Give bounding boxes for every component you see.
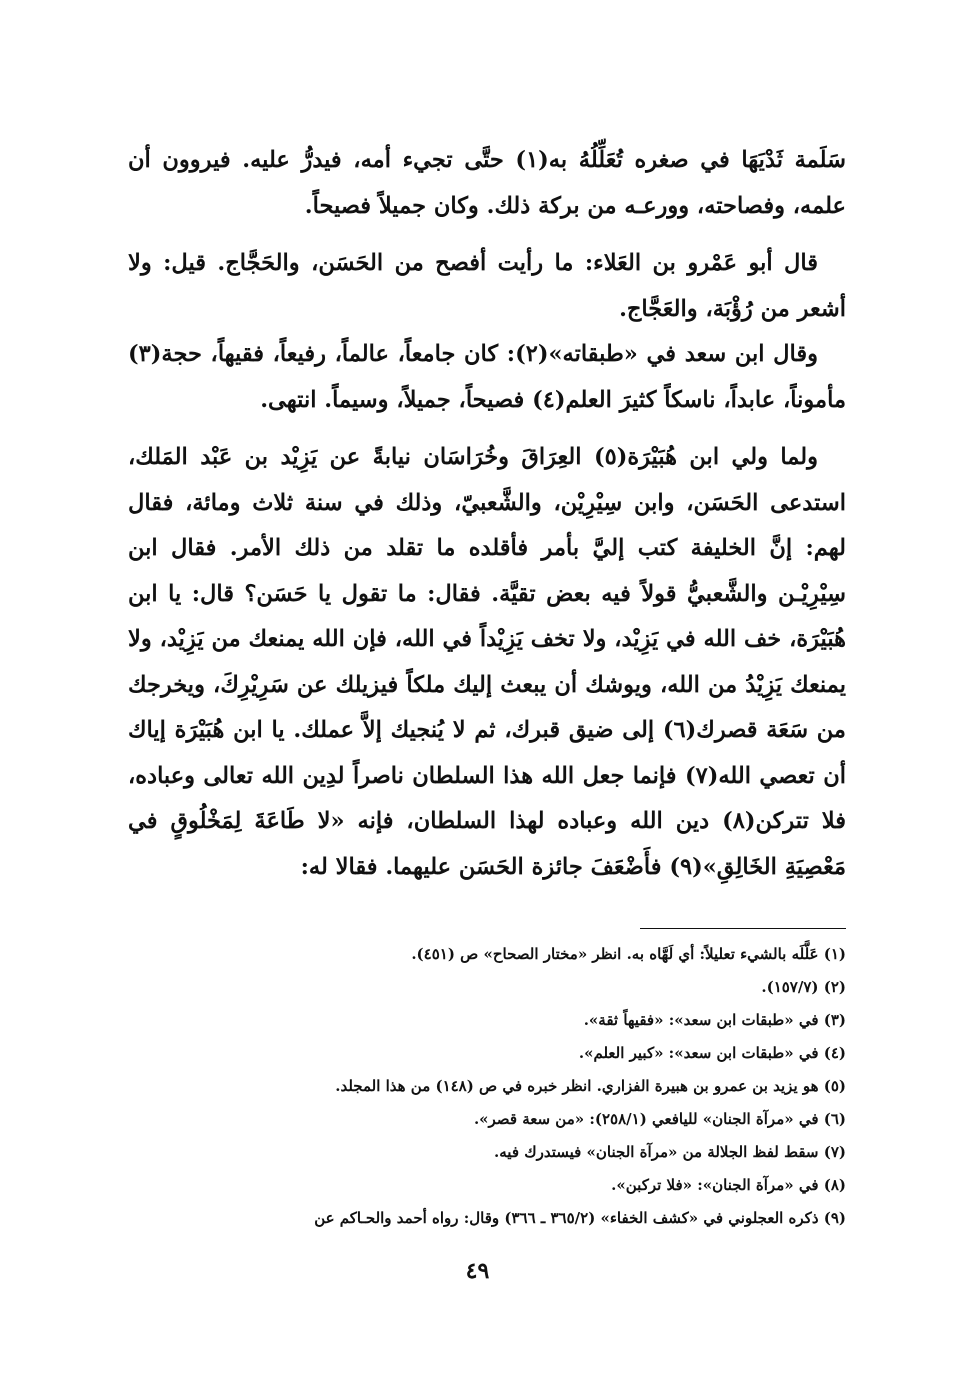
footnote-7: (٧) سقط لفظ الجلالة من «مرآة الجنان» فيستدرك فيه. bbox=[494, 1143, 846, 1161]
footnote-2: (٢) (١٥٧/٧). bbox=[761, 978, 846, 996]
paragraph-3: وقال ابن سعد في «طبقاته»(٢): كان جامعاً، عالماً، رفيعاً، فقيهاً، حجة(٣) مأموناً، عابداً، ناسكاً كثيرَ العلم(٤) فصيحاً، جميلاً، وسيماً. انتهى. bbox=[128, 341, 846, 413]
footnote-divider bbox=[640, 928, 846, 929]
page-number: ٤٩ bbox=[465, 1258, 490, 1284]
footnotes bbox=[128, 938, 846, 1235]
footnote-5: (٥) هو يزيد بن عمرو بن هبيرة الفزاري. انظر خبره في ص (١٤٨) من هذا المجلد. bbox=[335, 1077, 846, 1095]
footnote-4: (٤) في «طبقات ابن سعد»: «كبير العلم». bbox=[578, 1044, 846, 1062]
footnote-9: (٩) ذكره العجلوني في «كشف الخفاء» (٣٦٥/٢ ـ ٣٦٦) وقال: رواه أحمد والحـاكم عن bbox=[314, 1209, 846, 1227]
footnote-6: (٦) في «مرآة الجنان» لليافعي (٢٥٨/١): «من سعة قصر». bbox=[473, 1110, 846, 1128]
paragraph-4: ولما ولي ابن هُبَيْرَة(٥) العِرَاقَ وخُرَاسَان نيابةً عن يَزِيْد بن عَبْد المَلك، استدعى الحَسَن، وابن سِيْرِيْن، والشَّعبيّ، وذلك في سنة ثلاث ومائة، فقال لهم: إنَّ الخليفة كتب إليَّ بأمر فأقلده ما تقلد من ذلك الأمر. فقال ابن سِيْرِيْـن والشَّعبيُّ قولاً فيه بعض تقيَّة. فقال: ما تقول يا حَسَن؟ قال: يا ابن هُبَيْرَة، خف الله في يَزِيْد، ولا تخف يَزِيْداً في الله، فإن الله يمنعك من يَزِيْد، ولا يمنعك يَزِيْدُ من الله، ويوشك أن يبعث إليك ملكاً فيزيلك عن سَرِيْرِكَ، ويخرجك من سَعَة قصرك(٦) إلى ضيق قبرك، ثم لا يُنجيك إلاَّ عملك. يا ابن هُبَيْرَة إياك أن تعصي الله(٧) فإنما جعل الله هذا السلطان ناصراً لدِين الله تعالى وعباده، فلا تتركن(٨) دين الله وعباده لهذا السلطان، فإنه «لا طَاعَةَ لِمَخْلُوقٍ في مَعْصِيَةِ الخَالِقِ»(٩) فأَضْعَفَ جائزة الحَسَن عليهما. فقالا له: bbox=[128, 444, 846, 880]
main-text bbox=[128, 138, 846, 890]
paragraph-1: سَلَمة ثَدْيَهَا في صغره تُعَلِّلُهُ به(١) حتَّى تجيء أمه، فيدرُّ عليه. فيروون أن علمه، وفصاحته، وورعـه من بركة ذلك. وكان جميلاً فصيحاً. bbox=[128, 147, 846, 219]
footnote-8: (٨) في «مرآة الجنان»: «فلا تركبن». bbox=[611, 1176, 846, 1194]
paragraph-2: قال أبو عَمْرو بن العَلاء: ما رأيت أفصح من الحَسَن، والحَجَّاج. قيل: ولا أشعر من رُؤْبَة، والعَجَّاج. bbox=[128, 250, 846, 322]
footnote-3: (٣) في «طبقات ابن سعد»: «فقيهاً ثقة». bbox=[583, 1011, 846, 1029]
footnote-1: (١) عَلَّلَه بالشيء تعليلاً: أي لَهَّاه به. انظر «مختار الصحاح» ص (٤٥١). bbox=[411, 945, 846, 963]
